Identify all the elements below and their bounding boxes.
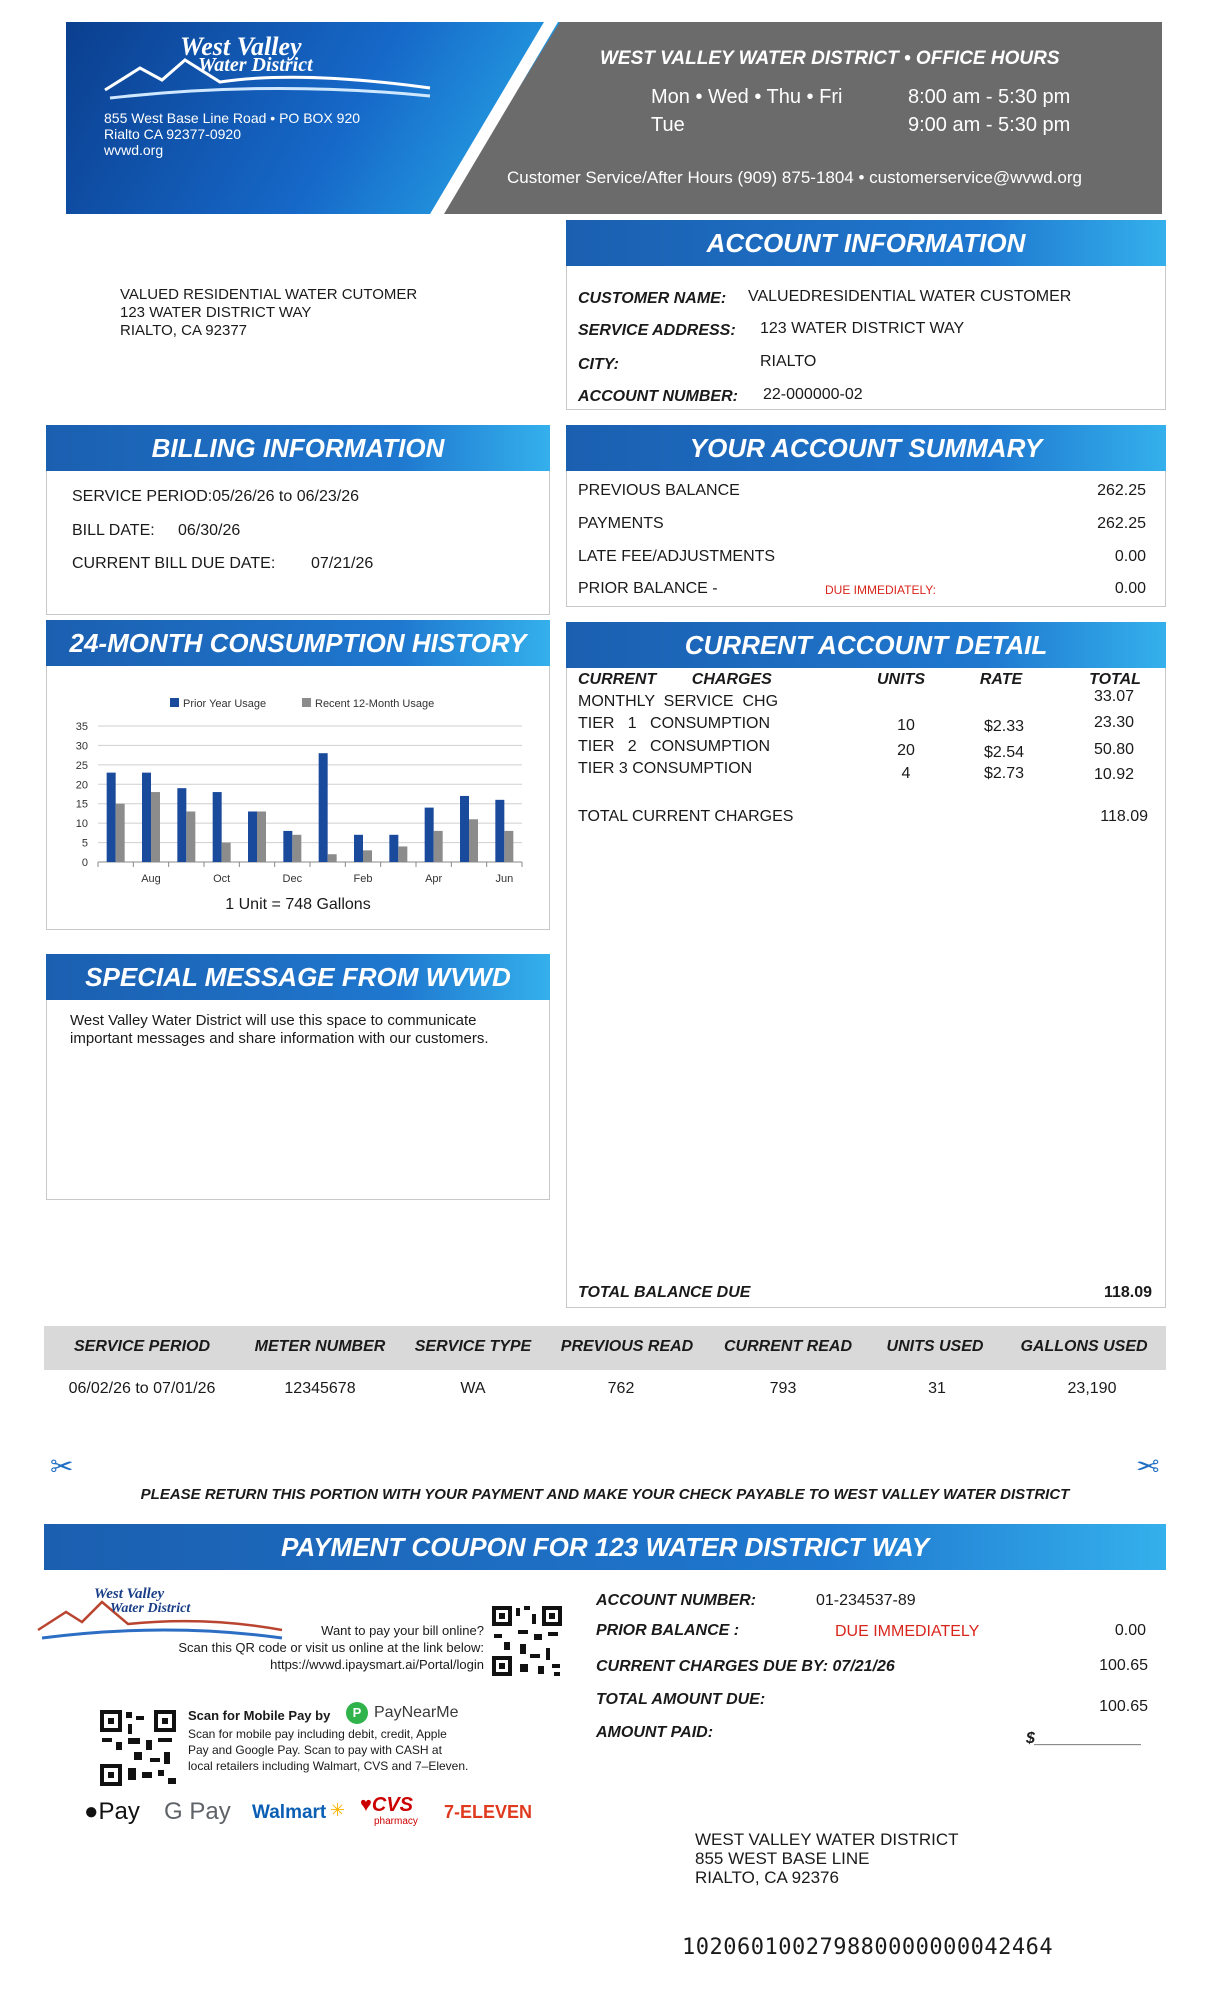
detail-row-total: 10.92 <box>1093 766 1134 783</box>
x-tick-label: Feb <box>353 873 373 885</box>
meter-header-gallons-used: GALLONS USED <box>1020 1338 1148 1355</box>
consumption-chart <box>50 680 546 910</box>
pay-online-text <box>90 1622 484 1673</box>
summary-label-payments: PAYMENTS <box>578 515 664 532</box>
summary-value-prior: 0.00 <box>1114 580 1146 597</box>
y-tick-label: 15 <box>75 798 88 811</box>
y-tick-label: 20 <box>75 779 88 792</box>
coupon-logo-line1: West Valley <box>94 1586 165 1602</box>
pay-online-line2: Scan this QR code or visit us online at the link below: <box>178 1640 484 1655</box>
paynearme-brand: PayNearMe <box>374 1704 459 1721</box>
walmart-spark-icon: ✳ <box>330 1800 346 1820</box>
bar <box>186 811 195 862</box>
coupon-total-due-label: TOTAL AMOUNT DUE: <box>596 1691 766 1708</box>
hours-time1: 8:00 am - 5:30 pm <box>908 86 1071 108</box>
pay-online-line1: Want to pay your bill online? <box>321 1623 484 1638</box>
detail-row-label: TIER 1 CONSUMPTION <box>578 715 771 732</box>
meter-cell-gallons-used: 23,190 <box>1067 1380 1117 1397</box>
meter-cell-meter-number: 12345678 <box>284 1380 356 1397</box>
service-address-value: 123 WATER DISTRICT WAY <box>760 320 965 337</box>
bar <box>142 773 151 862</box>
bar <box>460 796 469 862</box>
meter-cell-current-read: 793 <box>769 1380 797 1397</box>
apple-pay-logo <box>84 1798 140 1826</box>
y-tick-label: 5 <box>81 837 88 850</box>
header-address2: Rialto CA 92377-0920 <box>104 126 241 142</box>
bar <box>292 835 301 862</box>
mobile-pay-qr-code[interactable] <box>98 1708 178 1788</box>
consumption-title: 24-MONTH CONSUMPTION HISTORY <box>46 620 550 666</box>
bar <box>363 850 372 862</box>
detail-row-units: 10 <box>897 717 915 734</box>
city-label: CITY: <box>578 356 619 373</box>
bar <box>213 792 222 862</box>
bar <box>283 831 292 862</box>
paynearme-icon: P <box>346 1702 368 1724</box>
hours-days2: Tue <box>651 114 685 136</box>
customer-name-value: VALUEDRESIDENTIAL WATER CUSTOMER <box>748 288 1072 305</box>
detail-row-total: 23.30 <box>1093 714 1134 731</box>
total-balance-value: 118.09 <box>1103 1284 1152 1301</box>
total-balance-label: TOTAL BALANCE DUE <box>578 1284 751 1301</box>
header-contact: Customer Service/After Hours (909) 875-1804 • customerservice@wvwd.org <box>507 168 1082 187</box>
x-tick-label: Aug <box>141 873 161 885</box>
bar <box>328 854 337 862</box>
remit-line3: RIALTO, CA 92376 <box>695 1868 839 1887</box>
detail-col-rate: RATE <box>979 671 1023 688</box>
meter-cell-service-type: WA <box>460 1380 486 1397</box>
detail-row-label: MONTHLY SERVICE CHG <box>578 693 779 710</box>
scissors-right-icon: ✂ <box>1136 1451 1160 1482</box>
detail-col-units: UNITS <box>877 671 925 688</box>
account-number-value: 22-000000-02 <box>763 386 863 403</box>
detail-col-current-charges: CURRENT CHARGES <box>578 671 772 688</box>
detail-row-label: TIER 2 CONSUMPTION <box>578 738 771 755</box>
bar <box>469 819 478 862</box>
y-tick-label: 0 <box>81 857 88 869</box>
apple-icon: ● <box>84 1798 99 1825</box>
service-address-label: SERVICE ADDRESS: <box>578 322 736 339</box>
mailing-line2: 123 WATER DISTRICT WAY <box>120 304 312 321</box>
special-title: SPECIAL MESSAGE FROM WVWD <box>46 954 550 1000</box>
meter-header-meter-number: METER NUMBER <box>254 1338 386 1355</box>
coupon-current-due-value: 100.65 <box>1099 1657 1148 1674</box>
bill-date-value: 06/30/26 <box>178 522 241 539</box>
bar <box>504 831 513 862</box>
bar <box>425 808 434 862</box>
x-tick-label: Dec <box>282 873 303 885</box>
bar <box>222 843 231 862</box>
legend-swatch <box>302 698 311 707</box>
total-current-label: TOTAL CURRENT CHARGES <box>578 808 794 825</box>
meter-cell-units-used: 31 <box>928 1380 946 1397</box>
detail-row-label: TIER 3 CONSUMPTION <box>578 760 753 777</box>
remit-line1: WEST VALLEY WATER DISTRICT <box>695 1830 959 1849</box>
bar <box>319 753 328 862</box>
meter-header-service-type: SERVICE TYPE <box>414 1338 532 1355</box>
due-date-label: CURRENT BILL DUE DATE: <box>72 555 276 572</box>
account-number-label: ACCOUNT NUMBER: <box>578 388 738 405</box>
coupon-account-number-label: ACCOUNT NUMBER: <box>596 1592 756 1609</box>
mobile-pay-text <box>188 1726 468 1774</box>
x-tick-label: Jun <box>495 873 514 885</box>
coupon-title: PAYMENT COUPON FOR 123 WATER DISTRICT WAY <box>44 1524 1166 1570</box>
detail-row-rate: $2.54 <box>983 744 1025 761</box>
summary-value-payments: 262.25 <box>1097 515 1146 532</box>
apple-pay-label: Pay <box>98 1798 140 1825</box>
bar <box>257 811 266 862</box>
cvs-label: CVS <box>371 1794 413 1816</box>
detail-col-total: TOTAL <box>1089 671 1141 688</box>
x-tick-label: Oct <box>213 873 231 885</box>
mailing-address <box>120 286 417 340</box>
consumption-unit-note: 1 Unit = 748 Gallons <box>225 896 371 913</box>
coupon-amount-paid-label: AMOUNT PAID: <box>596 1724 714 1741</box>
y-tick-label: 35 <box>75 721 88 733</box>
hours-time2: 9:00 am - 5:30 pm <box>908 114 1071 136</box>
hours-title: WEST VALLEY WATER DISTRICT • OFFICE HOURS <box>600 48 1060 69</box>
mobile-pay-line2: Pay and Google Pay. Scan to pay with CASH at <box>188 1743 442 1757</box>
y-tick-label: 25 <box>75 759 88 772</box>
meter-header-service-period: SERVICE PERIOD <box>73 1338 211 1355</box>
coupon-current-due-label: CURRENT CHARGES DUE BY: 07/21/26 <box>596 1658 895 1675</box>
summary-value-late-fee: 0.00 <box>1114 548 1146 565</box>
meter-cell-previous-read: 762 <box>607 1380 635 1397</box>
amount-paid-field[interactable]: $____________ <box>1026 1730 1142 1747</box>
account-info-title: ACCOUNT INFORMATION <box>566 220 1166 266</box>
legend-swatch <box>170 698 179 707</box>
coupon-account-number-value: 01-234537-89 <box>816 1592 916 1609</box>
detail-row-rate: $2.73 <box>983 765 1025 782</box>
bill-date-label: BILL DATE: <box>72 522 155 539</box>
bar <box>495 800 504 862</box>
coupon-prior-balance-value: 0.00 <box>1114 1622 1146 1639</box>
bar <box>389 835 398 862</box>
meter-cell-service-period: 06/02/26 to 07/01/26 <box>68 1380 216 1397</box>
mailing-line3: RIALTO, CA 92377 <box>120 322 248 339</box>
due-date-value: 07/21/26 <box>311 555 374 572</box>
bar <box>151 792 160 862</box>
bar <box>177 788 186 862</box>
detail-row-units: 4 <box>901 765 911 782</box>
bar <box>116 804 125 862</box>
mobile-pay-line1: Scan for mobile pay including debit, credit, Apple <box>188 1727 447 1741</box>
summary-label-late-fee: LATE FEE/ADJUSTMENTS <box>578 548 776 565</box>
pay-online-link[interactable]: https://wvwd.ipaysmart.ai/Portal/login <box>270 1657 484 1672</box>
billing-service-period: SERVICE PERIOD:05/26/26 to 06/23/26 <box>72 488 359 505</box>
summary-label-prior: PRIOR BALANCE - <box>578 580 718 597</box>
mailing-line1: VALUED RESIDENTIAL WATER CUTOMER <box>120 286 418 303</box>
header-address1: 855 West Base Line Road • PO BOX 920 <box>104 110 361 126</box>
cvs-pharmacy-label: pharmacy <box>374 1816 418 1827</box>
detail-row-total: 50.80 <box>1093 741 1134 758</box>
cvs-logo <box>360 1794 413 1817</box>
bar <box>107 773 116 862</box>
bar <box>434 831 443 862</box>
legend-label: Prior Year Usage <box>183 698 267 710</box>
summary-value-previous: 262.25 <box>1097 482 1146 499</box>
detail-row-rate: $2.33 <box>983 718 1025 735</box>
scanline: 102060100279880000000042464 <box>682 1935 1054 1960</box>
online-payment-qr-code[interactable] <box>490 1604 564 1678</box>
meter-header-previous-read: PREVIOUS READ <box>560 1338 694 1355</box>
seven-eleven-logo: 7-ELEVEN <box>444 1802 533 1822</box>
meter-header-current-read: CURRENT READ <box>724 1338 852 1355</box>
coupon-total-due-value: 100.65 <box>1099 1698 1148 1715</box>
cvs-heart-icon: ♥ <box>360 1794 372 1816</box>
scissors-left-icon: ✂ <box>50 1451 74 1482</box>
bar <box>354 835 363 862</box>
header-website[interactable]: wvwd.org <box>104 142 164 158</box>
city-value: RIALTO <box>760 353 817 370</box>
bar <box>248 811 257 862</box>
meter-header-units-used: UNITS USED <box>886 1338 984 1355</box>
customer-name-label: CUSTOMER NAME: <box>578 290 727 307</box>
mobile-pay-title: Scan for Mobile Pay by <box>188 1708 331 1723</box>
y-tick-label: 10 <box>75 818 88 831</box>
walmart-logo: Walmart <box>252 1802 327 1823</box>
google-pay-logo: G Pay <box>164 1798 231 1825</box>
legend-label: Recent 12-Month Usage <box>315 698 435 710</box>
remit-line2: 855 WEST BASE LINE <box>695 1849 870 1868</box>
logo-line2: Water District <box>198 54 313 76</box>
coupon-due-immediately: DUE IMMEDIATELY <box>835 1623 980 1640</box>
detail-row-units: 20 <box>897 742 915 759</box>
total-current-value: 118.09 <box>1100 808 1148 825</box>
summary-due-immediately: DUE IMMEDIATELY: <box>825 583 936 597</box>
remit-address <box>695 1830 959 1887</box>
logo-line1: West Valley <box>180 32 302 61</box>
payment-brands <box>84 1794 554 1830</box>
hours-days1: Mon • Wed • Thu • Fri <box>651 86 843 108</box>
bar <box>398 846 407 862</box>
mobile-pay-line3: local retailers including Walmart, CVS and 7–Eleven. <box>188 1759 469 1773</box>
coupon-prior-balance-label: PRIOR BALANCE : <box>596 1622 740 1639</box>
summary-title: YOUR ACCOUNT SUMMARY <box>566 425 1166 471</box>
return-note: PLEASE RETURN THIS PORTION WITH YOUR PAYMENT AND MAKE YOUR CHECK PAYABLE TO WEST VALLEY WATER DISTRICT <box>140 1486 1070 1503</box>
special-message: West Valley Water District will use this space to communicate important messages and share information with our customers. <box>70 1012 489 1047</box>
detail-row-total: 33.07 <box>1093 688 1134 705</box>
y-tick-label: 30 <box>75 740 88 753</box>
coupon-logo-line2: Water District <box>110 1601 191 1616</box>
x-tick-label: Apr <box>425 873 443 885</box>
summary-label-previous: PREVIOUS BALANCE <box>578 482 740 499</box>
detail-title: CURRENT ACCOUNT DETAIL <box>566 622 1166 668</box>
billing-title: BILLING INFORMATION <box>46 425 550 471</box>
